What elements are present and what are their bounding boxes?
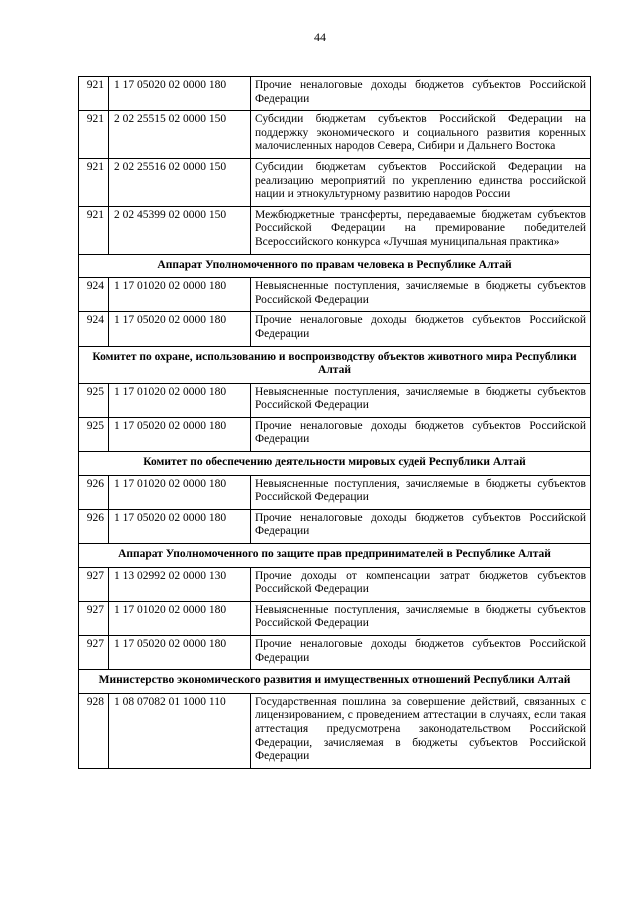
table-body	[79, 77, 591, 769]
description-cell: Невыясненные поступления, зачисляемые в бюджеты субъектов Российской Федерации	[251, 383, 591, 417]
revenue-codes-table	[78, 76, 591, 769]
section-header-row	[79, 452, 591, 476]
budget-code-cell: 1 17 05020 02 0000 180	[109, 312, 251, 346]
budget-code-cell: 2 02 25515 02 0000 150	[109, 111, 251, 159]
admin-code-cell: 924	[79, 312, 109, 346]
section-header-row	[79, 544, 591, 568]
section-header-row	[79, 670, 591, 694]
budget-code-cell: 1 17 01020 02 0000 180	[109, 278, 251, 312]
section-title: Министерство экономического развития и имущественных отношений Республики Алтай	[79, 670, 591, 694]
table-row	[79, 206, 591, 254]
section-title: Аппарат Уполномоченного по защите прав предпринимателей в Республике Алтай	[79, 544, 591, 568]
table-row	[79, 278, 591, 312]
section-title: Аппарат Уполномоченного по правам человека в Республике Алтай	[79, 254, 591, 278]
table-row	[79, 158, 591, 206]
admin-code-cell: 926	[79, 475, 109, 509]
budget-code-cell: 1 08 07082 01 1000 110	[109, 693, 251, 768]
admin-code-cell: 925	[79, 417, 109, 451]
table-row	[79, 417, 591, 451]
description-cell: Субсидии бюджетам субъектов Российской Федерации на поддержку экономического и социального развития коренных малочисленных народов Севера, Сибири и Дальнего Востока	[251, 111, 591, 159]
description-cell: Прочие доходы от компенсации затрат бюджетов субъектов Российской Федерации	[251, 567, 591, 601]
description-cell: Невыясненные поступления, зачисляемые в бюджеты субъектов Российской Федерации	[251, 475, 591, 509]
description-cell: Прочие неналоговые доходы бюджетов субъектов Российской Федерации	[251, 312, 591, 346]
admin-code-cell: 921	[79, 158, 109, 206]
section-title: Комитет по охране, использованию и воспроизводству объектов животного мира Республики Алтай	[79, 346, 591, 383]
budget-code-cell: 1 17 05020 02 0000 180	[109, 509, 251, 543]
description-cell: Субсидии бюджетам субъектов Российской Федерации на реализацию мероприятий по укреплению единства российской нации и этнокультурному развитию народов России	[251, 158, 591, 206]
section-title: Комитет по обеспечению деятельности мировых судей Республики Алтай	[79, 452, 591, 476]
admin-code-cell: 927	[79, 567, 109, 601]
admin-code-cell: 928	[79, 693, 109, 768]
description-cell: Межбюджетные трансферты, передаваемые бюджетам субъектов Российской Федерации на премирование победителей Всероссийского конкурса «Лучшая муниципальная практика»	[251, 206, 591, 254]
admin-code-cell: 921	[79, 206, 109, 254]
budget-code-cell: 1 17 01020 02 0000 180	[109, 383, 251, 417]
budget-code-cell: 2 02 45399 02 0000 150	[109, 206, 251, 254]
admin-code-cell: 921	[79, 111, 109, 159]
table-row	[79, 77, 591, 111]
budget-code-cell: 1 17 05020 02 0000 180	[109, 77, 251, 111]
section-header-row	[79, 254, 591, 278]
table-row	[79, 475, 591, 509]
page-number: 44	[314, 30, 326, 44]
description-cell: Невыясненные поступления, зачисляемые в бюджеты субъектов Российской Федерации	[251, 278, 591, 312]
budget-code-cell: 2 02 25516 02 0000 150	[109, 158, 251, 206]
description-cell: Прочие неналоговые доходы бюджетов субъектов Российской Федерации	[251, 77, 591, 111]
description-cell: Невыясненные поступления, зачисляемые в бюджеты субъектов Российской Федерации	[251, 601, 591, 635]
budget-code-cell: 1 17 05020 02 0000 180	[109, 417, 251, 451]
table-row	[79, 509, 591, 543]
table-row	[79, 567, 591, 601]
admin-code-cell: 926	[79, 509, 109, 543]
budget-code-cell: 1 17 01020 02 0000 180	[109, 601, 251, 635]
admin-code-cell: 927	[79, 601, 109, 635]
budget-code-cell: 1 13 02992 02 0000 130	[109, 567, 251, 601]
admin-code-cell: 921	[79, 77, 109, 111]
table-row	[79, 111, 591, 159]
section-header-row	[79, 346, 591, 383]
description-cell: Прочие неналоговые доходы бюджетов субъектов Российской Федерации	[251, 417, 591, 451]
table-row	[79, 383, 591, 417]
admin-code-cell: 927	[79, 636, 109, 670]
table-row	[79, 636, 591, 670]
table-row	[79, 601, 591, 635]
description-cell: Прочие неналоговые доходы бюджетов субъектов Российской Федерации	[251, 509, 591, 543]
budget-code-cell: 1 17 05020 02 0000 180	[109, 636, 251, 670]
admin-code-cell: 924	[79, 278, 109, 312]
table-row	[79, 693, 591, 768]
description-cell: Прочие неналоговые доходы бюджетов субъектов Российской Федерации	[251, 636, 591, 670]
admin-code-cell: 925	[79, 383, 109, 417]
table-row	[79, 312, 591, 346]
budget-code-cell: 1 17 01020 02 0000 180	[109, 475, 251, 509]
description-cell: Государственная пошлина за совершение действий, связанных с лицензированием, с проведением аттестации в случаях, если такая аттестация предусмотрена законодательством Российской Федерации, зачисляемая в бюджеты субъектов Российской Федерации	[251, 693, 591, 768]
